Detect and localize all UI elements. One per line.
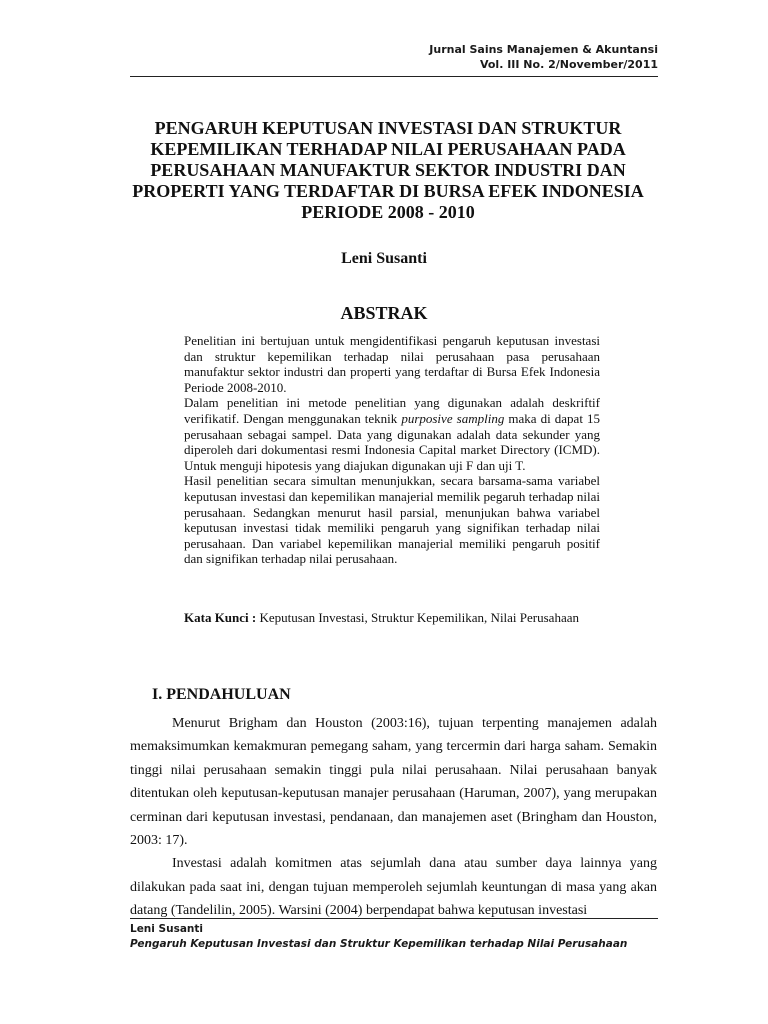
abstract-paragraph-3: Hasil penelitian secara simultan menunjukkan, secara barsama-sama variabel keputusan investasi dan kepemilikan manajerial memilik pegaruh terhadap nilai perusahaan. Sedangkan menurut hasil parsial, menunjukan bahwa variabel keputusan investasi tidak memiliki pengaruh yang signifikan terhadap nilai perusahaan. Dan variabel kepemilikan manajerial memiliki pengaruh positif dan signifikan terhadap nilai perusahaan.: [184, 473, 600, 567]
author-name: Leni Susanti: [341, 250, 427, 267]
abstract-heading: ABSTRAK: [340, 303, 428, 323]
abstract-paragraph-1: Penelitian ini bertujuan untuk mengidentifikasi pengaruh keputusan investasi dan struktur kepemilikan terhadap nilai perusahaan pasa perusahaan manufaktur sektor industri dan properti yang terdaftar di Bursa Efek Indonesia Periode 2008-2010.: [184, 333, 600, 395]
section-body: [130, 712, 657, 923]
abstract-p2-italic-term: purposive sampling: [401, 410, 505, 426]
keywords-text: Keputusan Investasi, Struktur Kepemilikan, Nilai Perusahaan: [259, 610, 579, 625]
abstract-p2-text-end: maka di dapat 15 perusahaan sebagai sampel. Data yang digunakan adalah data sekunder yang diperoleh dari dokumentasi resmi Indonesia Capital market Directory (ICMD). Untuk menguji hipotesis yang diajukan digunakan uji F dan uji T.: [184, 410, 600, 473]
paper-title: PENGARUH KEPUTUSAN INVESTASI DAN STRUKTUR KEPEMILIKAN TERHADAP NILAI PERUSAHAAN PADA PERUSAHAAN MANUFAKTUR SEKTOR INDUSTRI DAN PROPERTI YANG TERDAFTAR DI BURSA EFEK INDONESIA PERIODE 2008 - 2010: [132, 118, 644, 222]
body-paragraph-2: Investasi adalah komitmen atas sejumlah dana atau sumber daya lainnya yang dilakukan pada saat ini, dengan tujuan memperoleh sejumlah keuntungan di masa yang akan datang (Tandelilin, 2005). Warsini (2004) berpendapat bahwa keputusan investasi: [130, 856, 657, 919]
journal-header: [429, 42, 658, 72]
journal-name: Jurnal Sains Manajemen & Akuntansi: [429, 43, 658, 56]
footer-divider: [130, 918, 658, 919]
section-heading: I. PENDAHULUAN: [152, 686, 291, 703]
journal-volume: Vol. III No. 2/November/2011: [479, 58, 658, 71]
page-footer: [130, 922, 627, 952]
abstract-paragraph-2: [184, 395, 600, 473]
footer-title: Pengaruh Keputusan Investasi dan Struktur Kepemilikan terhadap Nilai Perusahaan: [130, 938, 628, 950]
abstract-p2-text-start: Dalam penelitian ini metode penelitian yang digunakan adalah deskriftif verifikatif. Dengan menggunakan teknik: [184, 395, 600, 426]
body-paragraph-1: Menurut Brigham dan Houston (2003:16), tujuan terpenting manajemen adalah memaksimumkan kemakmuran pemegang saham, yang tercermin dari harga saham. Semakin tinggi nilai perusahaan semakin tinggi pula nilai perusahaan. Nilai perusahaan banyak ditentukan oleh keputusan-keputusan manajer perusahaan (Haruman, 2007), yang merupakan cerminan dari keputusan investasi, pendanaan, dan manajemen aset (Bringham dan Houston, 2003: 17).: [130, 716, 657, 849]
header-divider: [130, 76, 658, 77]
abstract-body: [184, 333, 600, 567]
keywords: [184, 610, 600, 626]
footer-author: Leni Susanti: [130, 923, 204, 935]
keywords-label: Kata Kunci :: [184, 610, 257, 625]
